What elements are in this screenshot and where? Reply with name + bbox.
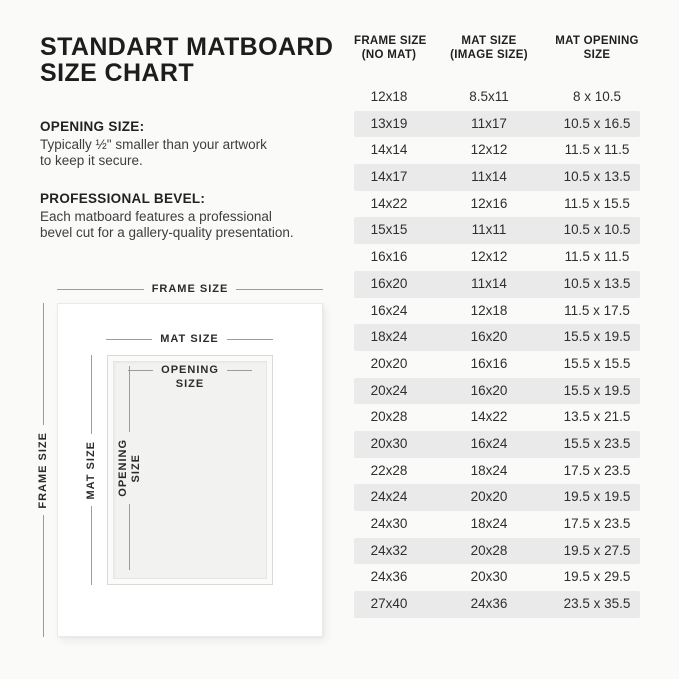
table-row [354,591,640,618]
cell-opening-size: 10.5 x 13.5 [563,275,631,291]
dimension-line [236,289,323,290]
opening-label-line-1: OPENING [161,364,219,376]
table-row [354,244,640,271]
table-row [354,564,640,591]
table-row [354,458,640,485]
frame-size-label-horizontal: FRAME SIZE [151,283,229,295]
table-row [354,164,640,191]
cell-opening-size: 19.5 x 19.5 [563,489,631,505]
cell-mat-size: 24x36 [470,596,508,612]
cell-opening-size: 11.5 x 11.5 [564,142,630,158]
opening-size-label-horizontal [161,364,219,391]
opening-label-line-2: SIZE [129,453,142,483]
cell-frame-size: 12x18 [370,89,408,104]
dimension-line [43,515,44,637]
mat-size-label-vertical: MAT SIZE [85,440,97,500]
cell-frame-size: 13x19 [370,115,408,131]
cell-frame-size: 24x30 [370,516,408,531]
dimension-line [227,339,273,340]
cell-frame-size: 16x24 [370,302,408,318]
cell-frame-size: 16x16 [370,249,408,265]
dimension-line [57,289,144,290]
cell-mat-size: 18x24 [470,516,508,531]
cell-mat-size: 11x14 [471,169,507,185]
cell-mat-size: 12x16 [470,195,508,211]
table-row [354,137,640,164]
cell-mat-size: 20x28 [470,542,508,558]
cell-frame-size: 18x24 [370,329,408,345]
cell-mat-size: 12x18 [470,302,508,318]
header-line: FRAME SIZE [354,35,427,47]
cell-opening-size: 19.5 x 27.5 [563,542,631,558]
cell-mat-size: 11x14 [471,275,507,291]
cell-opening-size: 10.5 x 13.5 [563,169,631,185]
cell-frame-size: 15x15 [370,222,408,238]
table-row [354,431,640,458]
mat-size-label-horizontal: MAT SIZE [160,333,219,345]
cell-frame-size: 22x28 [370,462,408,478]
title-line-1: STANDART MATBOARD [40,33,334,61]
cell-mat-size: 14x22 [470,409,508,425]
dimension-line [129,366,130,432]
table-row [354,538,640,565]
table-row [354,217,640,244]
cell-frame-size: 14x14 [370,142,408,158]
dimension-line [106,339,152,340]
cell-opening-size: 10.5 x 16.5 [563,115,631,131]
header-line: SIZE [583,49,611,61]
opening-size-horizontal-dimension [128,364,252,391]
cell-frame-size: 20x30 [370,435,408,451]
opening-size-text-line: to keep it secure. [40,152,143,168]
header-frame-size [354,34,427,62]
header-line: (NO MAT) [361,49,417,61]
cell-opening-size: 8 x 10.5 [572,89,622,104]
cell-opening-size: 11.5 x 11.5 [564,249,630,265]
cell-opening-size: 10.5 x 10.5 [563,222,631,238]
opening-label-line-2: SIZE [175,377,205,390]
table-row [354,111,640,138]
opening-size-label-vertical [117,439,142,497]
cell-mat-size: 8.5x11 [469,89,509,104]
cell-frame-size: 24x24 [370,489,408,505]
cell-mat-size: 16x24 [470,435,508,451]
title-line-2: SIZE CHART [40,59,194,87]
table-row [354,84,640,111]
cell-frame-size: 24x36 [370,569,408,585]
dimension-line [91,506,92,585]
cell-opening-size: 19.5 x 29.5 [563,569,631,585]
header-line: (IMAGE SIZE) [450,49,528,61]
cell-mat-size: 20x20 [470,489,508,505]
frame-size-horizontal-dimension [57,283,323,295]
dimension-line [129,504,130,570]
opening-size-note [40,119,360,168]
cell-opening-size: 11.5 x 17.5 [564,302,630,318]
dimension-line [43,303,44,425]
cell-mat-size: 16x20 [470,329,508,345]
cell-mat-size: 16x20 [470,382,508,398]
table-row [354,271,640,298]
header-mat-size [424,34,554,62]
cell-opening-size: 11.5 x 15.5 [564,195,630,211]
mat-size-horizontal-dimension [106,333,273,345]
cell-opening-size: 15.5 x 19.5 [563,329,631,345]
professional-bevel-text-line: bevel cut for a gallery-quality presentation. [40,224,294,240]
table-row [354,484,640,511]
table-row [354,351,640,378]
professional-bevel-text-line: Each matboard features a professional [40,209,272,224]
cell-mat-size: 20x30 [470,569,508,585]
cell-frame-size: 20x28 [370,409,408,425]
table-row [354,324,640,351]
cell-mat-size: 11x17 [471,115,507,131]
cell-mat-size: 12x12 [470,249,508,265]
cell-frame-size: 27x40 [370,596,408,612]
cell-frame-size: 20x24 [370,382,408,398]
cell-frame-size: 16x20 [370,275,408,291]
table-row [354,378,640,405]
header-line: MAT SIZE [461,35,517,47]
dimension-line [227,370,252,371]
frame-size-label-vertical: FRAME SIZE [37,431,49,509]
opening-size-vertical-dimension [114,366,144,570]
table-row [354,298,640,325]
table-row [354,191,640,218]
size-table-rows [354,84,640,618]
cell-frame-size: 14x22 [370,195,408,211]
table-row [354,404,640,431]
dimension-line [91,355,92,434]
mat-size-vertical-dimension [84,355,98,585]
cell-opening-size: 17.5 x 23.5 [563,462,631,478]
size-table-header [354,34,640,62]
cell-opening-size: 15.5 x 23.5 [563,435,631,451]
professional-bevel-heading: PROFESSIONAL BEVEL: [40,191,206,206]
cell-opening-size: 15.5 x 15.5 [563,355,631,371]
cell-frame-size: 24x32 [370,542,408,558]
cell-mat-size: 12x12 [470,142,508,158]
cell-mat-size: 11x11 [471,222,507,238]
cell-frame-size: 14x17 [370,169,408,185]
header-mat-opening-size [554,34,640,62]
opening-size-text-line: Typically ½" smaller than your artwork [40,137,267,152]
cell-mat-size: 18x24 [470,462,508,478]
opening-label-line-1: OPENING [116,439,129,497]
cell-opening-size: 15.5 x 19.5 [563,382,631,398]
header-line: MAT OPENING [555,35,639,47]
cell-mat-size: 16x16 [470,355,508,371]
professional-bevel-note [40,191,360,240]
cell-opening-size: 17.5 x 23.5 [563,516,631,531]
cell-opening-size: 23.5 x 35.5 [563,596,631,612]
cell-opening-size: 13.5 x 21.5 [563,409,631,425]
cell-frame-size: 20x20 [370,355,408,371]
frame-size-vertical-dimension [36,303,50,637]
table-row [354,511,640,538]
opening-size-heading: OPENING SIZE: [40,119,145,134]
page-title [40,34,333,86]
